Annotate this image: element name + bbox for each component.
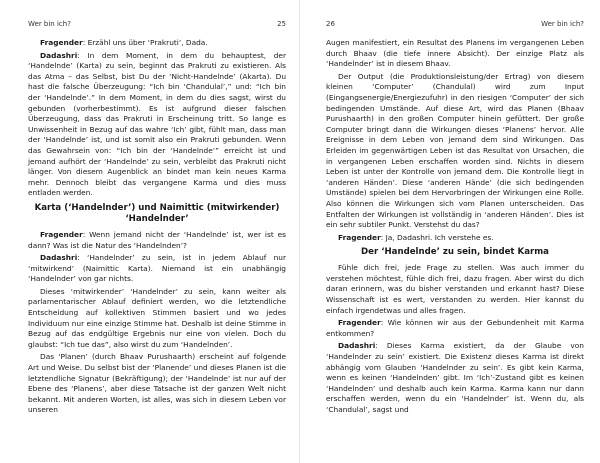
right-page xyxy=(326,0,584,463)
paragraph xyxy=(326,72,584,231)
left-page xyxy=(28,0,286,463)
paragraph-text: Das ‘Planen’ (durch Bhaav Purushaarth) erscheint auf folgende Art und Weise. Du selbst bist der ‘Planende’ und dieses Planen ist die letztendliche Signatur (Bekräftigung); der ‘Handelnde’ ist nur auf der Ebene des ‘Planens’, aber diese Tatsache ist der ganzen Welt nicht bekannt. Mit anderen Worten, ist alles, was sich in diesem Leben vor unseren xyxy=(28,352,286,415)
right-page-header xyxy=(326,18,584,30)
paragraph xyxy=(326,263,584,316)
paragraph-text: Augen manifestiert, ein Resultat des Planens im vergangenen Leben durch Bhaav (die tiefe innere Absicht). Der einzige Platz als ‘Handelnder’ ist in diesem Bhaav. xyxy=(326,38,584,69)
right-running-title: Wer bin ich? xyxy=(541,20,584,28)
speaker-label: Fragender xyxy=(338,318,381,328)
paragraph-text: : In dem Moment, in dem du behauptest, der ‘Handelnde’ (Karta) zu sein, beginnt das Prakruti zu existieren. Als das Atma – das Selbst, bist Du der ‘Nicht-Handelnde’ (Akarta). Du hast die falsche Überzeugung: “Ich bin ‘Chandulal’,” und: “Ich bin der ‘Handelnde’.” In dem Moment, in dem du dies sagst, wirst du gebunden (vorherbestimmt). Es ist aufgrund dieser falschen Überzeugung, dass das Prakruti in Erscheinung tritt. So lange es Unwissenheit in Bezug auf das wahre ‘Ich’ gibt, fühlt man, dass man der ‘Handelnde’ ist, und ist somit also ein Prakruti gebunden. Wenn das Gewahrsein von: “Ich bin der ‘Handelnde’” erreicht ist und jemand aufhört der ‘Handelnde’ zu sein, verbleibt das Prakruti nicht länger. Von diesem Augenblick an bindet man kein neues Karma mehr. Dennoch bleibt das vergangene Karma und dies muss entladen werden. xyxy=(28,50,286,198)
paragraph-text: : Erzähl uns über ‘Prakruti’, Dada. xyxy=(82,38,208,47)
paragraph xyxy=(326,341,584,415)
speaker-label: Dadashri xyxy=(40,253,78,263)
left-running-title: Wer bin ich? xyxy=(28,20,71,28)
paragraph-text: : Wie können wir aus der Gebundenheit mit Karma entkommen? xyxy=(326,318,584,338)
speaker-label: Fragender xyxy=(40,38,83,47)
paragraph-text: Fühle dich frei, jede Frage zu stellen. Was auch immer du verstehen möchtest, fühle dich frei, dazu fragen. Aber wirst du dich daran erinnern, was du bisher verstanden und erkannt hast? Diese Wissenschaft ist es wert, verstanden zu werden. Hier kannst du einfach irgendetwas und alles fragen. xyxy=(326,263,584,315)
paragraph-text: Der Output (die Produktionsleistung/der Ertrag) von diesem kleinen ‘Computer’ (Chandulal) wird zum Input (Eingangsenergie/Energiezufuhr) in den riesigen ‘Computer’ der sich bedingenden Umstände. Auf diese Art, wird das Planen (Bhaav Purushaarth) in den großen Computer hinein gefüttert. Der große Computer bringt dann die Wirkungen dieses ‘Planens’ hervor. Alle Ereignisse in dem Leben von jemand dem sind Wirkungen. Das Erleiden im gegenwärtigen Leben ist das Resultat von Ursachen, die in vergangenen Leben erschaffen worden sind. Nichts in diesem Leben ist unter der Kontrolle von jemand dem. Die Kontrolle liegt in ‘anderen Händen’. Diese ‘anderen Hände’ (die sich bedingenden Umstände) spielen bei dem Hervorbringen der Wirkungen eine Rolle. Also können die Wirkungen sich vom Planen unterscheiden. Das Entfalten der Wirkungen ist vollständig in ‘anderen Händen’. Dies ist ein sehr subtiler Punkt. Verstehst du das? xyxy=(326,71,584,230)
speaker-label: Fragender xyxy=(338,232,381,242)
right-page-number: 26 xyxy=(326,20,335,28)
speaker-label: Dadashri xyxy=(338,341,376,351)
paragraph xyxy=(28,51,286,199)
paragraph xyxy=(326,38,584,70)
paragraph xyxy=(28,287,286,351)
right-page-body xyxy=(326,38,584,418)
paragraph-text: : Dieses Karma existiert, da der Glaube von ‘Handelnder zu sein’ existiert. Die Existenz dieses Karma ist direkt abhängig vom Glauben ‘Handelnder zu sein’. Es gibt kein Karma, wenn es keinen ‘Handelnden’ gibt. Im ‘Ich’-Zustand gibt es keinen ‘Handelnden’ und deshalb auch kein Karma. Karma kann nur dann erschaffen werden, wenn du ein ‘Handelnder’ ist. Wenn du, als ‘Chandulal’, sagst und xyxy=(326,341,584,414)
left-page-header xyxy=(28,18,286,30)
paragraph xyxy=(326,233,584,244)
section-heading: Der ‘Handelnde’ zu sein, bindet Karma xyxy=(361,247,549,258)
left-page-body xyxy=(28,38,286,418)
paragraph xyxy=(28,352,286,416)
left-page-number: 25 xyxy=(277,20,286,28)
paragraph xyxy=(28,38,286,49)
paragraph xyxy=(28,230,286,251)
speaker-label: Dadashri xyxy=(40,50,78,60)
paragraph-text: : Wenn jemand nicht der ‘Handelnde’ ist, wer ist es dann? Was ist die Natur des ‘Handelnden’? xyxy=(28,229,286,250)
speaker-label: Fragender xyxy=(40,229,83,239)
paragraph xyxy=(28,253,286,285)
paragraph-text: : ‘Handelnder’ zu sein, ist in jedem Ablauf nur ‘mitwirkend’ (Naimittic Karta). Niemand ist ein unabhängig ‘Handelnder’ von gar nichts. xyxy=(28,253,286,284)
paragraph-text: Dieses ‘mitwirkender’ ‘Handelnder’ zu sein, kann weiter als parlamentarischer Ablauf definiert werden, wo die letztendliche Entscheidung auf kollektiven Stimmen basiert und wo jedes Individuum nur eine einzige Stimme hat. Deshalb ist deine Stimme in Bezug auf das endgültige Ergebnis nur eine von vielen. Doch du glaubst: “Ich tue das”, also wirst du zum ‘Handelnden’. xyxy=(28,286,286,349)
section-heading: Karta (‘Handelnder’) und Naimittic (mitwirkender) ‘Handelnder’ xyxy=(34,202,280,224)
paragraph xyxy=(326,318,584,339)
paragraph-text: : Ja, Dadashri. Ich verstehe es. xyxy=(380,232,494,242)
page-gutter xyxy=(299,0,300,463)
